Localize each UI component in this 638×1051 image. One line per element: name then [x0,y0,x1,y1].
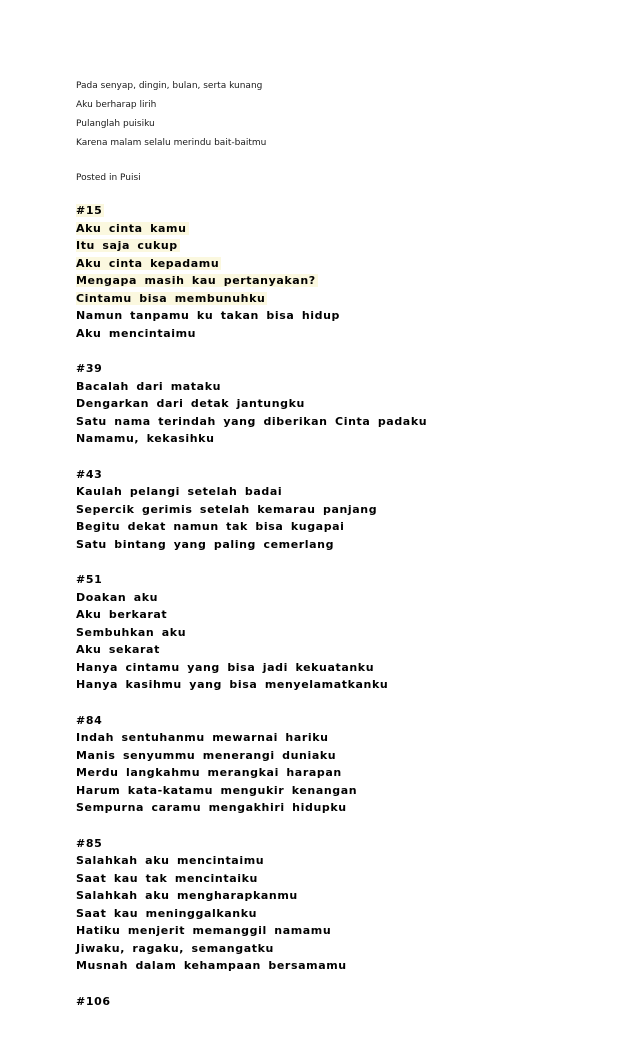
poem-85 [76,835,596,975]
poem-line: Sepercik gerimis setelah kemarau panjang [76,502,378,516]
poem-39 [76,360,596,448]
poem-line: Sembuhkan aku [76,625,187,639]
poem-number: #15 [76,204,103,217]
posted-in-category: Posted in Puisi [76,173,141,183]
poem-line: Cintamu bisa membunuhku [76,291,266,305]
intro-stanza [76,80,616,156]
poem-84 [76,712,596,817]
poem-line: Satu nama terindah yang diberikan Cinta padaku [76,414,428,428]
poem-line: Salahkah aku mengharapkanmu [76,889,298,902]
poem-line: Jiwaku, ragaku, semangatku [76,941,274,955]
poem-15 [76,202,596,342]
poem-line: Bacalah dari mataku [76,379,222,393]
poem-list [76,202,596,1028]
poem-51 [76,571,596,694]
intro-line: Karena malam selalu merindu bait-baitmu [76,138,267,148]
poem-line: Saat kau meninggalkanku [76,906,258,920]
poem-line: Doakan aku [76,590,159,604]
poem-line: Aku cinta kepadamu [76,256,220,270]
poem-line: Dengarkan dari detak jantungku [76,397,305,410]
poem-line: Begitu dekat namun tak bisa kugapai [76,520,345,533]
poem-line: Namun tanpamu ku takan bisa hidup [76,309,340,322]
intro-line: Pulanglah puisiku [76,119,155,129]
poem-line: Indah sentuhanmu mewarnai hariku [76,731,329,744]
poem-line: Saat kau tak mencintaiku [76,871,258,885]
poem-number: #43 [76,467,103,481]
poem-line: Itu saja cukup [76,239,178,252]
intro-line: Aku berharap lirih [76,100,157,110]
poem-line: Namamu, kekasihku [76,432,215,445]
poem-number: #51 [76,573,103,586]
poem-106 [76,993,596,1011]
intro-block [76,80,616,184]
poem-line: Hanya kasihmu yang bisa menyelamatkanku [76,678,389,691]
poem-line: Satu bintang yang paling cemerlang [76,537,335,551]
poem-line: Aku cinta kamu [76,221,187,235]
poem-line: Manis senyummu menerangi duniaku [76,748,337,762]
poem-line: Mengapa masih kau pertanyakan? [76,274,316,287]
poem-line: Salahkah aku mencintaimu [76,854,265,867]
poem-number: #39 [76,362,103,375]
poem-line: Aku berkarat [76,608,168,621]
poem-number: #85 [76,836,103,850]
poem-line: Harum kata-katamu mengukir kenangan [76,783,358,797]
poem-number: #106 [76,994,111,1008]
poem-line: Aku sekarat [76,643,160,656]
poem-line: Musnah dalam kehampaan bersamamu [76,959,347,972]
poem-line: Merdu langkahmu merangkai harapan [76,766,342,779]
poem-line: Aku mencintaimu [76,326,197,340]
poem-43 [76,466,596,554]
poem-line: Hanya cintamu yang bisa jadi kekuatanku [76,660,375,674]
poem-line: Kaulah pelangi setelah badai [76,485,283,498]
poem-line: Sempurna caramu mengakhiri hidupku [76,801,347,814]
poem-number: #84 [76,713,103,727]
poem-line: Hatiku menjerit memanggil namamu [76,924,332,937]
intro-line: Pada senyap, dingin, bulan, serta kunang [76,81,263,91]
